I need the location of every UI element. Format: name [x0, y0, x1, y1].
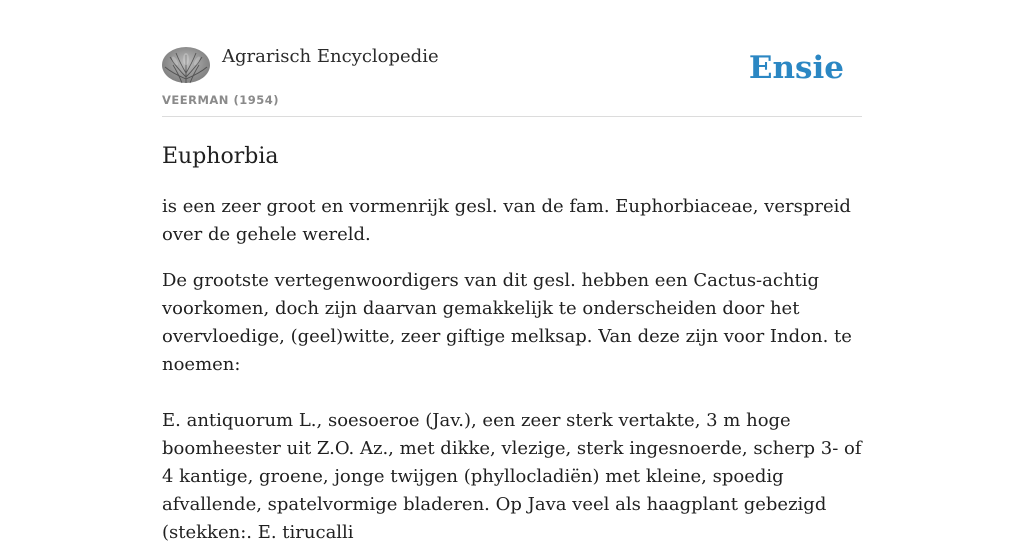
article-page — [162, 0, 862, 547]
site-header — [162, 0, 862, 117]
article-title: Euphorbia — [162, 144, 279, 169]
article-paragraph: De grootste vertegenwoordigers van dit gesl. hebben een Cactus-achtig voorkomen, doch zijn daarvan gemakkelijk te onderscheiden door het overvloedige, (geel)witte, zeer giftige melksap. Van deze zijn voor Indon. te noemen: — [162, 270, 852, 375]
article-paragraph: is een zeer groot en vormenrijk gesl. van de fam. Euphorbiaceae, verspreid over de gehele wereld. — [162, 196, 851, 245]
site-title[interactable]: Agrarisch Encyclopedie — [222, 46, 439, 67]
ensie-brand-link[interactable]: Ensie — [748, 50, 844, 86]
plant-engraving-logo-icon[interactable] — [162, 47, 210, 83]
source-label: VEERMAN (1954) — [162, 93, 279, 107]
article-paragraph: E. antiquorum L., soesoeroe (Jav.), een zeer sterk vertakte, 3 m hoge boomheester uit Z.O. Az., met dikke, vlezige, sterk ingesnoerde, scherp 3- of 4 kantige, groene, jonge twijgen (phyllocladiën) met kleine, spoedig afvallende, spatelvormige bladeren. Op Java veel als haagplant gebezigd (stekken:. E. tirucalli — [162, 410, 862, 543]
